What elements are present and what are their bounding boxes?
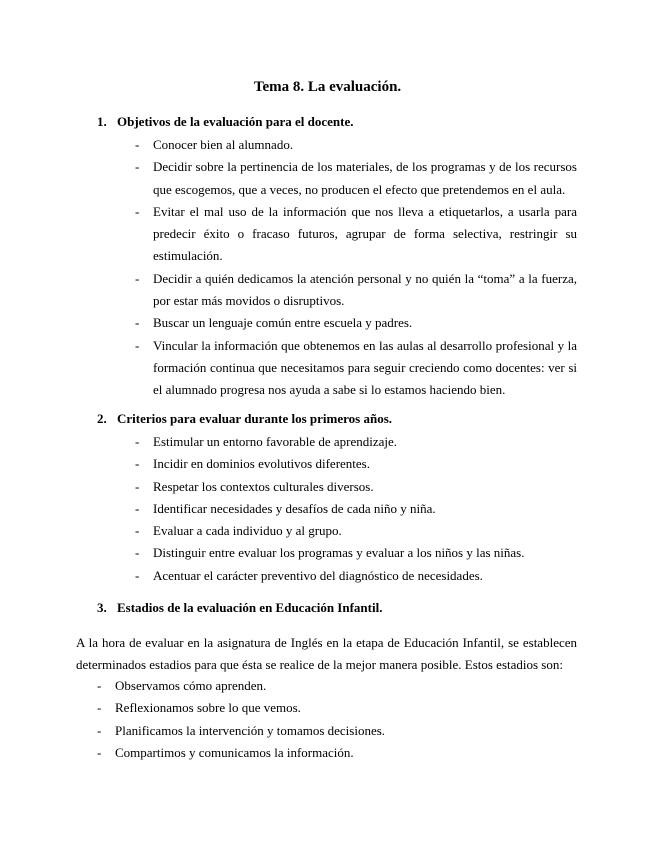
list-item-text: Estimular un entorno favorable de aprendizaje.: [153, 434, 398, 449]
section-heading-text: Criterios para evaluar durante los primeros años.: [117, 411, 393, 426]
list-item: [0, 742, 577, 764]
section-heading-text: Estadios de la evaluación en Educación Infantil.: [117, 600, 383, 615]
list-item-text: Evaluar a cada individuo y al grupo.: [153, 523, 342, 539]
bullet-dash: -: [97, 722, 102, 738]
list-item: [0, 565, 577, 587]
section-heading-2: [97, 411, 392, 427]
list-item: [0, 476, 577, 498]
list-item: [0, 453, 577, 475]
list-item-text: Distinguir entre evaluar los programas y evaluar a los niños y las niñas.: [153, 545, 525, 561]
section-3-paragraph: A la hora de evaluar en la asignatura de Inglés en la etapa de Educación Infantil, se establecen determinados estadios para que ésta se realice de la mejor manera posible. Estos estadios son:: [76, 635, 577, 673]
list-item: [0, 498, 577, 520]
list-item-text: Buscar un lenguaje común entre escuela y padres.: [153, 315, 413, 331]
bullet-dash: -: [135, 500, 140, 516]
bullet-dash: -: [135, 270, 140, 286]
list-item-text: Conocer bien al alumnado.: [153, 137, 294, 152]
section-2-list: [0, 431, 577, 587]
list-item: [0, 542, 577, 564]
document-title: Tema 8. La evaluación.: [253, 79, 402, 95]
list-item: [0, 268, 577, 313]
list-item-text: Identificar necesidades y desafíos de cada niño y niña.: [153, 500, 436, 516]
list-item: [0, 675, 577, 697]
list-item-text: Acentuar el carácter preventivo del diagnóstico de necesidades.: [153, 567, 483, 583]
list-item: [0, 312, 577, 334]
bullet-dash: -: [97, 744, 102, 760]
section-1-list: [0, 134, 577, 402]
bullet-dash: -: [97, 678, 102, 693]
section-number: 2.: [97, 411, 107, 426]
list-item: [0, 720, 577, 742]
list-item-text: Vincular la información que obtenemos en las aulas al desarrollo profesional y la formación continua que necesitamos para seguir creciendo como docentes: ver si el alumnado progresa nos ayuda a sabe si lo estamos haciendo bien.: [153, 337, 577, 398]
list-item-text: Observamos cómo aprenden.: [115, 678, 267, 693]
list-item: [0, 134, 577, 156]
list-item: [0, 335, 577, 402]
bullet-dash: -: [135, 203, 140, 219]
bullet-dash: -: [135, 159, 140, 175]
section-3-list: [0, 675, 577, 764]
list-item-text: Compartimos y comunicamos la información.: [115, 744, 354, 760]
section-number: 1.: [97, 114, 107, 129]
bullet-dash: -: [135, 567, 140, 583]
bullet-dash: -: [97, 700, 102, 716]
list-item: [0, 520, 577, 542]
section-number: 3.: [97, 600, 107, 615]
list-item-text: Decidir sobre la pertinencia de los materiales, de los programas y de los recursos que escogemos, que a veces, no producen el efecto que pretendemos en el aula.: [153, 159, 577, 197]
list-item-text: Planificamos la intervención y tomamos decisiones.: [115, 722, 386, 738]
list-item-text: Evitar el mal uso de la información que nos lleva a etiquetarlos, a usarla para predecir éxito o fracaso futuros, agrupar de forma selectiva, restringir su estimulación.: [153, 203, 577, 264]
bullet-dash: -: [135, 434, 140, 449]
list-item: [0, 156, 577, 201]
list-item: [0, 431, 577, 453]
list-item: [0, 201, 577, 268]
list-item-text: Incidir en dominios evolutivos diferentes.: [153, 456, 370, 472]
bullet-dash: -: [135, 337, 140, 353]
bullet-dash: -: [135, 478, 140, 494]
list-item: [0, 697, 577, 719]
list-item-text: Respetar los contextos culturales diversos.: [153, 478, 374, 494]
list-item-text: Decidir a quién dedicamos la atención personal y no quién la “toma” a la fuerza, por estar más movidos o disruptivos.: [153, 270, 577, 309]
bullet-dash: -: [135, 315, 140, 331]
section-heading-1: [97, 114, 354, 130]
section-heading-3: [97, 600, 382, 616]
bullet-dash: -: [135, 137, 140, 152]
bullet-dash: -: [135, 523, 140, 539]
bullet-dash: -: [135, 545, 140, 561]
section-heading-text: Objetivos de la evaluación para el docente.: [117, 114, 354, 129]
bullet-dash: -: [135, 456, 140, 472]
list-item-text: Reflexionamos sobre lo que vemos.: [115, 700, 301, 716]
